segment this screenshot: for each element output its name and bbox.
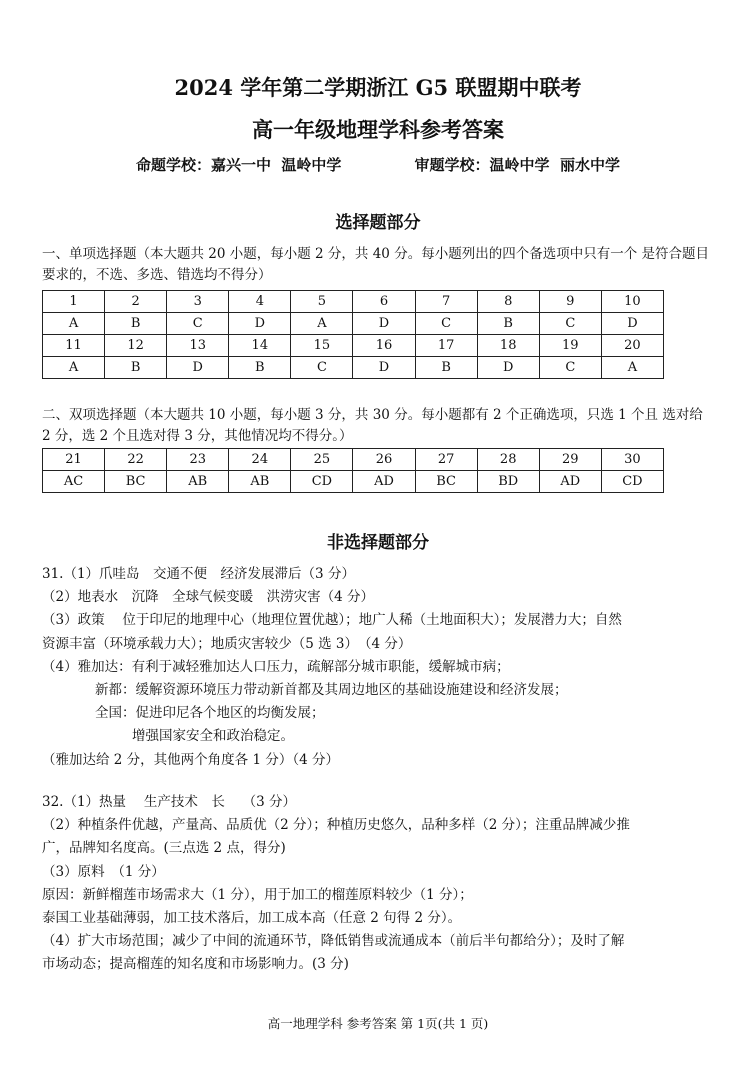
q31-line: （2）地表水 沉降 全球气候变暖 洪涝灾害（4 分） bbox=[42, 589, 374, 606]
answer-cell: 22 bbox=[105, 449, 167, 471]
q32-line: 广，品牌知名度高。(三点选 2 点，得分) bbox=[42, 840, 286, 857]
answer-cell: AB bbox=[167, 471, 229, 493]
double-choice-answer-table bbox=[42, 448, 664, 493]
answer-cell: C bbox=[291, 357, 353, 379]
answer-cell: 21 bbox=[43, 449, 105, 471]
q32-line: （3）原料 （1 分） bbox=[42, 863, 165, 880]
answer-cell: 23 bbox=[167, 449, 229, 471]
answer-cell: AC bbox=[43, 471, 105, 493]
answer-cell: A bbox=[43, 357, 105, 379]
q32-line: （2）种植条件优越，产量高、品质优（2 分）；种植历史悠久，品种多样（2 分）；注重品牌减少推 bbox=[42, 817, 630, 834]
answer-cell: 7 bbox=[415, 291, 477, 313]
answer-cell: AD bbox=[353, 471, 415, 493]
answer-cell: D bbox=[601, 313, 663, 335]
single-choice-instruction: 一、单项选择题（本大题共 20 小题，每小题 2 分，共 40 分。每小题列出的四个备选项中只有一个 是符合题目要求的，不选、多选、错选均不得分） bbox=[42, 246, 709, 283]
answer-cell: 17 bbox=[415, 335, 477, 357]
answer-cell: AB bbox=[229, 471, 291, 493]
q31-line: 增强国家安全和政治稳定。 bbox=[132, 728, 294, 745]
q32-line: 市场动态；提高榴莲的知名度和市场影响力。(3 分) bbox=[42, 956, 349, 973]
q31-line: （雅加达给 2 分，其他两个角度各 1 分）（4 分） bbox=[42, 751, 339, 768]
answer-cell: C bbox=[539, 313, 601, 335]
choice-section-heading: 选择题部分 bbox=[335, 213, 421, 233]
answer-cell: D bbox=[477, 357, 539, 379]
answer-cell: 26 bbox=[353, 449, 415, 471]
answer-table-row bbox=[43, 313, 664, 335]
question-32-answer bbox=[42, 791, 722, 977]
answer-cell: D bbox=[167, 357, 229, 379]
answer-table-row bbox=[43, 291, 664, 313]
q32-line: 原因：新鲜榴莲市场需求大（1 分），用于加工的榴莲原料较少（1 分）； bbox=[42, 886, 473, 903]
answer-cell: 30 bbox=[601, 449, 663, 471]
exam-subtitle: 高一年级地理学科参考答案 bbox=[252, 117, 504, 142]
answer-cell: 25 bbox=[291, 449, 353, 471]
answer-cell: 10 bbox=[601, 291, 663, 313]
answer-cell: D bbox=[353, 357, 415, 379]
single-choice-answer-table bbox=[42, 290, 664, 379]
answer-cell: 14 bbox=[229, 335, 291, 357]
answer-cell: BD bbox=[477, 471, 539, 493]
q31-line: 资源丰富（环境承载力大）；地质灾害较少（5 选 3） （4 分） bbox=[42, 635, 412, 652]
answer-cell: 15 bbox=[291, 335, 353, 357]
answer-cell: 9 bbox=[539, 291, 601, 313]
answer-cell: 18 bbox=[477, 335, 539, 357]
answer-cell: B bbox=[415, 357, 477, 379]
answer-cell: CD bbox=[291, 471, 353, 493]
answer-cell: A bbox=[43, 313, 105, 335]
q31-line: 31.（1）爪哇岛 交通不便 经济发展滞后（3 分） bbox=[42, 566, 355, 582]
answer-cell: 19 bbox=[539, 335, 601, 357]
answer-table-row bbox=[43, 471, 664, 493]
answer-cell: A bbox=[291, 313, 353, 335]
answer-cell: 4 bbox=[229, 291, 291, 313]
answer-cell: 27 bbox=[415, 449, 477, 471]
answer-cell: 2 bbox=[105, 291, 167, 313]
answer-cell: CD bbox=[601, 471, 663, 493]
answer-cell: C bbox=[167, 313, 229, 335]
q32-line: 32.（1）热量 生产技术 长 （3 分） bbox=[42, 794, 297, 810]
answer-cell: 20 bbox=[601, 335, 663, 357]
answer-cell: B bbox=[105, 357, 167, 379]
answer-cell: 13 bbox=[167, 335, 229, 357]
q31-line: 全国：促进印尼各个地区的均衡发展； bbox=[95, 705, 325, 722]
answer-cell: C bbox=[539, 357, 601, 379]
answer-cell: 1 bbox=[43, 291, 105, 313]
q32-line: 泰国工业基础薄弱，加工技术落后，加工成本高（任意 2 句得 2 分）。 bbox=[42, 909, 462, 926]
double-choice-instruction: 二、双项选择题（本大题共 10 小题，每小题 3 分，共 30 分。每小题都有 2 个正确选项，只选 1 个且 选对给 2 分，选 2 个且选对得 3 分，其他情况均不得分。） bbox=[42, 407, 703, 444]
answer-cell: 11 bbox=[43, 335, 105, 357]
answer-cell: 5 bbox=[291, 291, 353, 313]
answer-cell: BC bbox=[105, 471, 167, 493]
answer-cell: 28 bbox=[477, 449, 539, 471]
answer-cell: 8 bbox=[477, 291, 539, 313]
answer-cell: 3 bbox=[167, 291, 229, 313]
answer-cell: AD bbox=[539, 471, 601, 493]
exam-title: 2024 学年第二学期浙江 G5 联盟期中联考 bbox=[174, 75, 582, 100]
answer-cell: A bbox=[601, 357, 663, 379]
answer-cell: C bbox=[415, 313, 477, 335]
answer-cell: D bbox=[353, 313, 415, 335]
page-footer: 高一地理学科 参考答案 第 1页(共 1 页) bbox=[267, 1016, 489, 1031]
q32-line: （4）扩大市场范围；减少了中间的流通环节，降低销售或流通成本（前后半句都给分）；及时了解 bbox=[42, 933, 625, 950]
answer-table-row bbox=[43, 335, 664, 357]
answer-cell: B bbox=[105, 313, 167, 335]
answer-cell: D bbox=[229, 313, 291, 335]
answer-cell: BC bbox=[415, 471, 477, 493]
answer-table-row bbox=[43, 357, 664, 379]
school-info: 命题学校：嘉兴一中 温岭中学 审题学校：温岭中学 丽水中学 bbox=[135, 156, 620, 174]
nonchoice-section-heading: 非选择题部分 bbox=[327, 533, 429, 553]
answer-cell: 16 bbox=[353, 335, 415, 357]
answer-table-row bbox=[43, 449, 664, 471]
q31-line: 新都：缓解资源环境压力带动新首都及其周边地区的基础设施建设和经济发展； bbox=[95, 681, 568, 698]
question-31-answer bbox=[42, 563, 722, 772]
answer-cell: 24 bbox=[229, 449, 291, 471]
q31-line: （4）雅加达：有利于减轻雅加达人口压力，疏解部分城市职能，缓解城市病； bbox=[42, 658, 510, 675]
answer-cell: B bbox=[229, 357, 291, 379]
q31-line: （3）政策 位于印尼的地理中心（地理位置优越）；地广人稀（土地面积大）；发展潜力大；自然 bbox=[42, 612, 622, 629]
answer-cell: B bbox=[477, 313, 539, 335]
answer-cell: 6 bbox=[353, 291, 415, 313]
answer-cell: 12 bbox=[105, 335, 167, 357]
answer-cell: 29 bbox=[539, 449, 601, 471]
